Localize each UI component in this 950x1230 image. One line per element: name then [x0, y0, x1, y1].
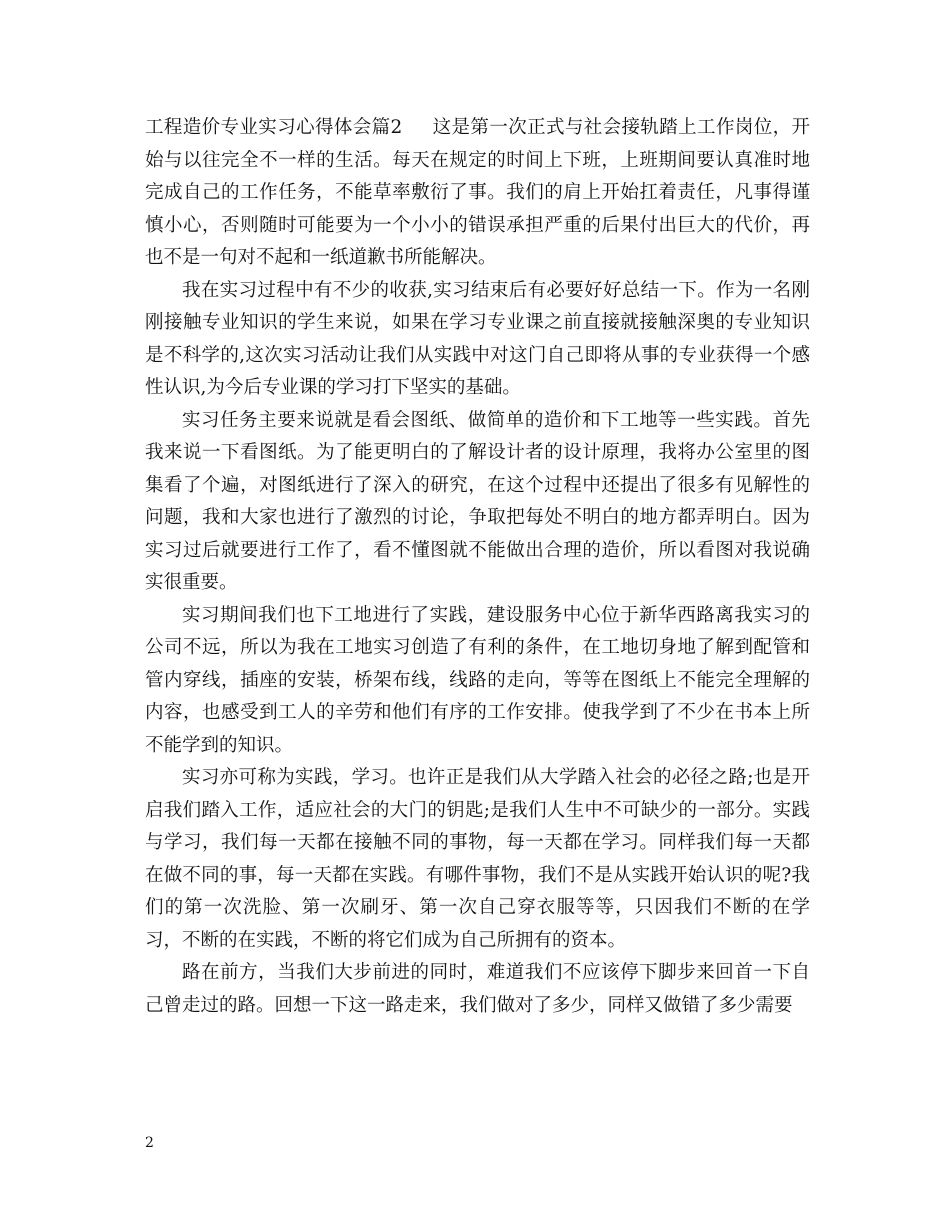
body-paragraph-2: 实习任务主要来说就是看会图纸、做简单的造价和下工地等一些实践。首先我来说一下看图纸。为了能更明白的了解设计者的设计原理，我将办公室里的图集看了个遍，对图纸进行了深入的研究，在这个过程中还提出了很多有见解性的问题，我和大家也进行了激烈的讨论，争取把每处不明白的地方都弄明白。因为实习过后就要进行工作了，看不懂图就不能做出合理的造价，所以看图对我说确实很重要。: [145, 409, 810, 593]
page-number: 2: [145, 1135, 154, 1151]
body-paragraph-4: 实习亦可称为实践，学习。也许正是我们从大学踏入社会的必径之路;也是开启我们踏入工作，适应社会的大门的钥匙;是我们人生中不可缺少的一部分。实践与学习，我们每一天都在接触不同的事物，每一天都在学习。同样我们每一天都在做不同的事，每一天都在实践。有哪件事物，我们不是从实践开始认识的呢?我们的第一次洗脸、第一次刷牙、第一次自己穿衣服等等，只因我们不断的在学习，不断的在实践，不断的将它们成为自己所拥有的资本。: [145, 767, 810, 951]
intro-text: 这是第一次正式与社会接轨踏上工作岗位，开始与以往完全不一样的生活。每天在规定的时间上下班，上班期间要认真准时地完成自己的工作任务，不能草率敷衍了事。我们的肩上开始扛着责任，凡事得谨慎小心，否则随时可能要为一个小小的错误承担严重的后果付出巨大的代价，再也不是一句对不起和一纸道歉书所能解决。: [145, 117, 810, 268]
intro-paragraph: [145, 112, 810, 275]
body-paragraph-5: 路在前方，当我们大步前进的同时，难道我们不应该停下脚步来回首一下自己曾走过的路。回想一下这一路走来，我们做对了多少，同样又做错了多少需要: [145, 962, 810, 1016]
document-page: [145, 112, 810, 1022]
body-paragraph-1: 我在实习过程中有不少的收获,实习结束后有必要好好总结一下。作为一名刚刚接触专业知识的学生来说，如果在学习专业课之前直接就接触深奥的专业知识是不科学的,这次实习活动让我们从实践中对这门自己即将从事的专业获得一个感性认识,为今后专业课的学习打下坚实的基础。: [145, 279, 810, 398]
document-heading: 工程造价专业实习心得体会篇2: [145, 117, 403, 138]
body-paragraph-3: 实习期间我们也下工地进行了实践，建设服务中心位于新华西路离我实习的公司不远，所以为我在工地实习创造了有利的条件，在工地切身地了解到配管和管内穿线，插座的安装，桥架布线，线路的走向，等等在图纸上不能完全理解的内容，也感受到工人的辛劳和他们有序的工作安排。使我学到了不少在书本上所不能学到的知识。: [145, 604, 810, 756]
